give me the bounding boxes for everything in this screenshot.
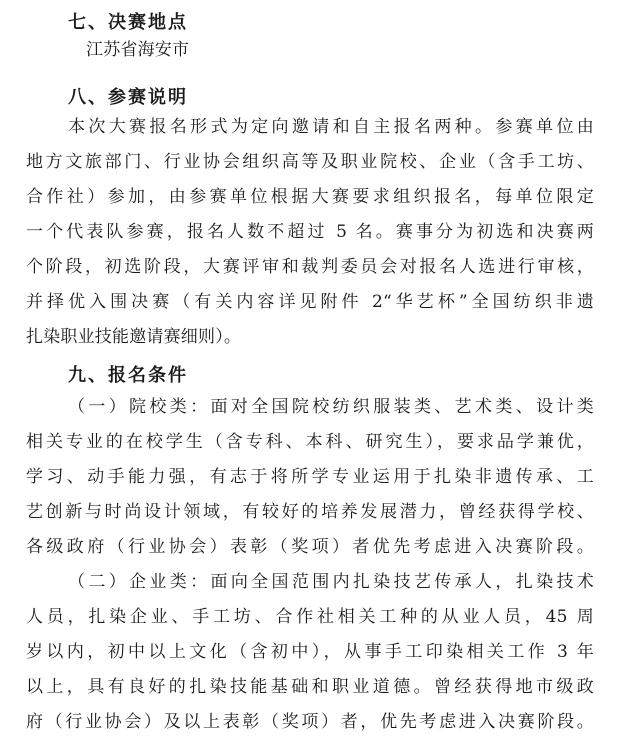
section-8-line-1: 本次大赛报名形式为定向邀请和自主报名两种。参赛单位由	[68, 117, 594, 137]
section-8-line-3: 合作社）参加，由参赛单位根据大赛要求组织报名，每单位限定	[26, 187, 594, 207]
section-7-content: 江苏省海安市	[86, 40, 190, 60]
section-8-line-2: 地方文旅部门、行业协会组织高等及职业院校、企业（含手工坊、	[26, 152, 594, 172]
section-9-heading: 九、报名条件	[68, 365, 188, 386]
section-8-line-6: 并择优入围决赛（有关内容详见附件 2“华艺杯”全国纺织非遗	[26, 292, 594, 312]
section-9-para-2-line-5: 府（行业协会）及以上表彰（奖项）者，优先考虑进入决赛阶段。	[26, 712, 594, 732]
section-9-para-1-line-2: 相关专业的在校学生（含专科、本科、研究生），要求品学兼优，	[26, 432, 594, 452]
section-9-para-2-line-3: 岁以内，初中以上文化（含初中），从事手工印染相关工作 3 年	[26, 642, 594, 662]
section-9-para-2-line-4: 以上，具有良好的扎染技能基础和职业道德。曾经获得地市级政	[26, 677, 594, 697]
section-9-para-1-line-3: 学习、动手能力强，有志于将所学专业运用于扎染非遗传承、工	[26, 467, 594, 487]
section-8-line-4: 一个代表队参赛，报名人数不超过 5 名。赛事分为初选和决赛两	[26, 222, 594, 242]
section-8-line-7: 扎染职业技能邀请赛细则）。	[26, 327, 242, 347]
section-8-heading: 八、参赛说明	[68, 87, 188, 108]
section-9-para-2-line-2: 人员，扎染企业、手工坊、合作社相关工种的从业人员，45 周	[26, 607, 594, 627]
section-9-para-1-line-4: 艺创新与时尚设计领域，有较好的培养发展潜力，曾经获得学校、	[26, 502, 594, 522]
section-9-para-1-line-1: （一）院校类：面对全国院校纺织服装类、艺术类、设计类	[68, 397, 594, 417]
section-7-heading: 七、决赛地点	[68, 12, 188, 33]
section-9-para-2-line-1: （二）企业类：面向全国范围内扎染技艺传承人，扎染技术	[68, 572, 594, 592]
section-8-line-5: 个阶段，初选阶段，大赛评审和裁判委员会对报名人选进行审核，	[26, 257, 594, 277]
section-9-para-1-line-5: 各级政府（行业协会）表彰（奖项）者优先考虑进入决赛阶段。	[26, 537, 594, 557]
